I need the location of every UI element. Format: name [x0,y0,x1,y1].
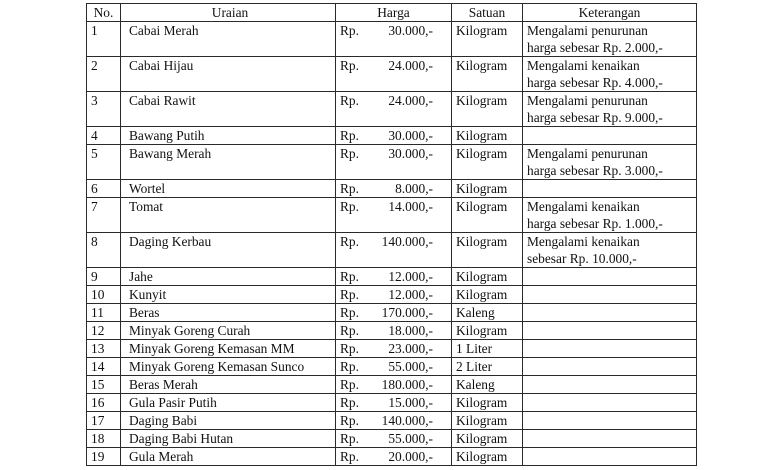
cell-harga [336,430,452,448]
cell-keterangan [523,286,697,304]
price-amount: 140.000,- [381,234,433,249]
cell-no: 14 [87,358,121,376]
keterangan-line-1: Mengalami penurunan [527,93,648,108]
table-row [87,340,697,358]
currency-label: Rp. [340,287,359,302]
cell-uraian: Daging Kerbau [121,233,336,268]
cell-no: 17 [87,412,121,430]
table-header-row [87,4,697,22]
table-row [87,198,697,233]
currency-label: Rp. [340,269,359,284]
currency-label: Rp. [340,181,359,196]
cell-uraian: Tomat [121,198,336,233]
cell-harga [336,198,452,233]
cell-uraian: Minyak Goreng Curah [121,322,336,340]
table-row [87,394,697,412]
cell-keterangan [523,340,697,358]
cell-uraian: Beras Merah [121,376,336,394]
currency-label: Rp. [340,413,359,428]
cell-keterangan [523,180,697,198]
cell-harga [336,180,452,198]
currency-label: Rp. [340,395,359,410]
price-amount: 55.000,- [388,431,433,446]
cell-keterangan [523,233,697,268]
price-amount: 23.000,- [388,341,433,356]
table-row [87,448,697,466]
cell-no: 9 [87,268,121,286]
currency-label: Rp. [340,305,359,320]
price-amount: 24.000,- [388,93,433,108]
cell-uraian: Bawang Merah [121,145,336,180]
cell-keterangan [523,394,697,412]
cell-satuan: Kilogram [452,430,523,448]
currency-label: Rp. [340,23,359,38]
cell-keterangan [523,268,697,286]
cell-satuan: Kilogram [452,448,523,466]
table-row [87,233,697,268]
price-amount: 140.000,- [381,413,433,428]
price-amount: 170.000,- [381,305,433,320]
cell-keterangan [523,448,697,466]
price-amount: 18.000,- [388,323,433,338]
cell-satuan: 2 Liter [452,358,523,376]
keterangan-line-1: Mengalami kenaikan [527,58,640,73]
keterangan-line-1: Mengalami penurunan [527,23,648,38]
cell-uraian: Bawang Putih [121,127,336,145]
cell-no: 18 [87,430,121,448]
price-amount: 55.000,- [388,359,433,374]
price-amount: 14.000,- [388,199,433,214]
cell-satuan: Kilogram [452,268,523,286]
currency-label: Rp. [340,431,359,446]
cell-harga [336,92,452,127]
header-keterangan: Keterangan [523,4,697,22]
cell-uraian: Jahe [121,268,336,286]
cell-harga [336,376,452,394]
table-row [87,57,697,92]
keterangan-line-2: harga sebesar Rp. 3.000,- [527,163,663,178]
table-row [87,127,697,145]
cell-satuan: Kaleng [452,304,523,322]
currency-label: Rp. [340,449,359,464]
table-row [87,412,697,430]
keterangan-line-2: sebesar Rp. 10.000,- [527,251,637,266]
price-amount: 8.000,- [395,181,433,196]
cell-keterangan [523,57,697,92]
cell-satuan: Kilogram [452,394,523,412]
cell-keterangan [523,376,697,394]
currency-label: Rp. [340,93,359,108]
cell-no: 8 [87,233,121,268]
cell-harga [336,448,452,466]
keterangan-line-2: harga sebesar Rp. 2.000,- [527,40,663,55]
cell-uraian: Wortel [121,180,336,198]
cell-satuan: Kilogram [452,180,523,198]
table-row [87,268,697,286]
price-amount: 180.000,- [381,377,433,392]
cell-harga [336,22,452,57]
table-row [87,304,697,322]
cell-uraian: Cabai Rawit [121,92,336,127]
cell-no: 7 [87,198,121,233]
header-uraian: Uraian [121,4,336,22]
cell-keterangan [523,358,697,376]
cell-keterangan [523,412,697,430]
cell-satuan: Kilogram [452,322,523,340]
cell-harga [336,145,452,180]
table-row [87,92,697,127]
table-row [87,145,697,180]
keterangan-line-2: harga sebesar Rp. 9.000,- [527,110,663,125]
cell-uraian: Kunyit [121,286,336,304]
cell-satuan: 1 Liter [452,340,523,358]
header-satuan: Satuan [452,4,523,22]
cell-keterangan [523,22,697,57]
cell-harga [336,233,452,268]
cell-uraian: Cabai Merah [121,22,336,57]
cell-no: 11 [87,304,121,322]
price-amount: 15.000,- [388,395,433,410]
cell-satuan: Kilogram [452,57,523,92]
table-row [87,286,697,304]
cell-satuan: Kilogram [452,145,523,180]
currency-label: Rp. [340,341,359,356]
cell-no: 15 [87,376,121,394]
cell-keterangan [523,198,697,233]
table-row [87,22,697,57]
cell-no: 1 [87,22,121,57]
cell-keterangan [523,430,697,448]
cell-no: 4 [87,127,121,145]
cell-uraian: Minyak Goreng Kemasan Sunco [121,358,336,376]
currency-label: Rp. [340,234,359,249]
cell-satuan: Kaleng [452,376,523,394]
cell-no: 5 [87,145,121,180]
cell-satuan: Kilogram [452,127,523,145]
cell-no: 13 [87,340,121,358]
table-row [87,322,697,340]
cell-no: 19 [87,448,121,466]
currency-label: Rp. [340,377,359,392]
cell-satuan: Kilogram [452,198,523,233]
currency-label: Rp. [340,359,359,374]
currency-label: Rp. [340,58,359,73]
currency-label: Rp. [340,146,359,161]
cell-keterangan [523,304,697,322]
table-row [87,430,697,448]
cell-no: 2 [87,57,121,92]
price-amount: 12.000,- [388,287,433,302]
cell-no: 12 [87,322,121,340]
price-amount: 30.000,- [388,23,433,38]
cell-harga [336,340,452,358]
price-amount: 24.000,- [388,58,433,73]
cell-no: 6 [87,180,121,198]
price-amount: 30.000,- [388,146,433,161]
cell-uraian: Minyak Goreng Kemasan MM [121,340,336,358]
cell-harga [336,57,452,92]
cell-keterangan [523,92,697,127]
cell-uraian: Daging Babi [121,412,336,430]
cell-satuan: Kilogram [452,286,523,304]
cell-no: 3 [87,92,121,127]
header-harga: Harga [336,4,452,22]
cell-uraian: Beras [121,304,336,322]
price-table [86,3,697,466]
cell-harga [336,268,452,286]
header-no: No. [87,4,121,22]
cell-harga [336,322,452,340]
cell-no: 10 [87,286,121,304]
cell-harga [336,304,452,322]
keterangan-line-2: harga sebesar Rp. 1.000,- [527,216,663,231]
cell-keterangan [523,145,697,180]
cell-harga [336,412,452,430]
cell-uraian: Gula Merah [121,448,336,466]
cell-uraian: Cabai Hijau [121,57,336,92]
cell-keterangan [523,322,697,340]
currency-label: Rp. [340,199,359,214]
table-row [87,376,697,394]
price-amount: 20.000,- [388,449,433,464]
cell-harga [336,358,452,376]
keterangan-line-2: harga sebesar Rp. 4.000,- [527,75,663,90]
cell-satuan: Kilogram [452,412,523,430]
keterangan-line-1: Mengalami kenaikan [527,234,640,249]
cell-no: 16 [87,394,121,412]
price-amount: 30.000,- [388,128,433,143]
cell-keterangan [523,127,697,145]
cell-satuan: Kilogram [452,22,523,57]
price-amount: 12.000,- [388,269,433,284]
cell-harga [336,127,452,145]
cell-harga [336,286,452,304]
table-row [87,358,697,376]
cell-harga [336,394,452,412]
keterangan-line-1: Mengalami kenaikan [527,199,640,214]
cell-satuan: Kilogram [452,92,523,127]
currency-label: Rp. [340,323,359,338]
cell-uraian: Gula Pasir Putih [121,394,336,412]
keterangan-line-1: Mengalami penurunan [527,146,648,161]
cell-uraian: Daging Babi Hutan [121,430,336,448]
table-row [87,180,697,198]
currency-label: Rp. [340,128,359,143]
cell-satuan: Kilogram [452,233,523,268]
